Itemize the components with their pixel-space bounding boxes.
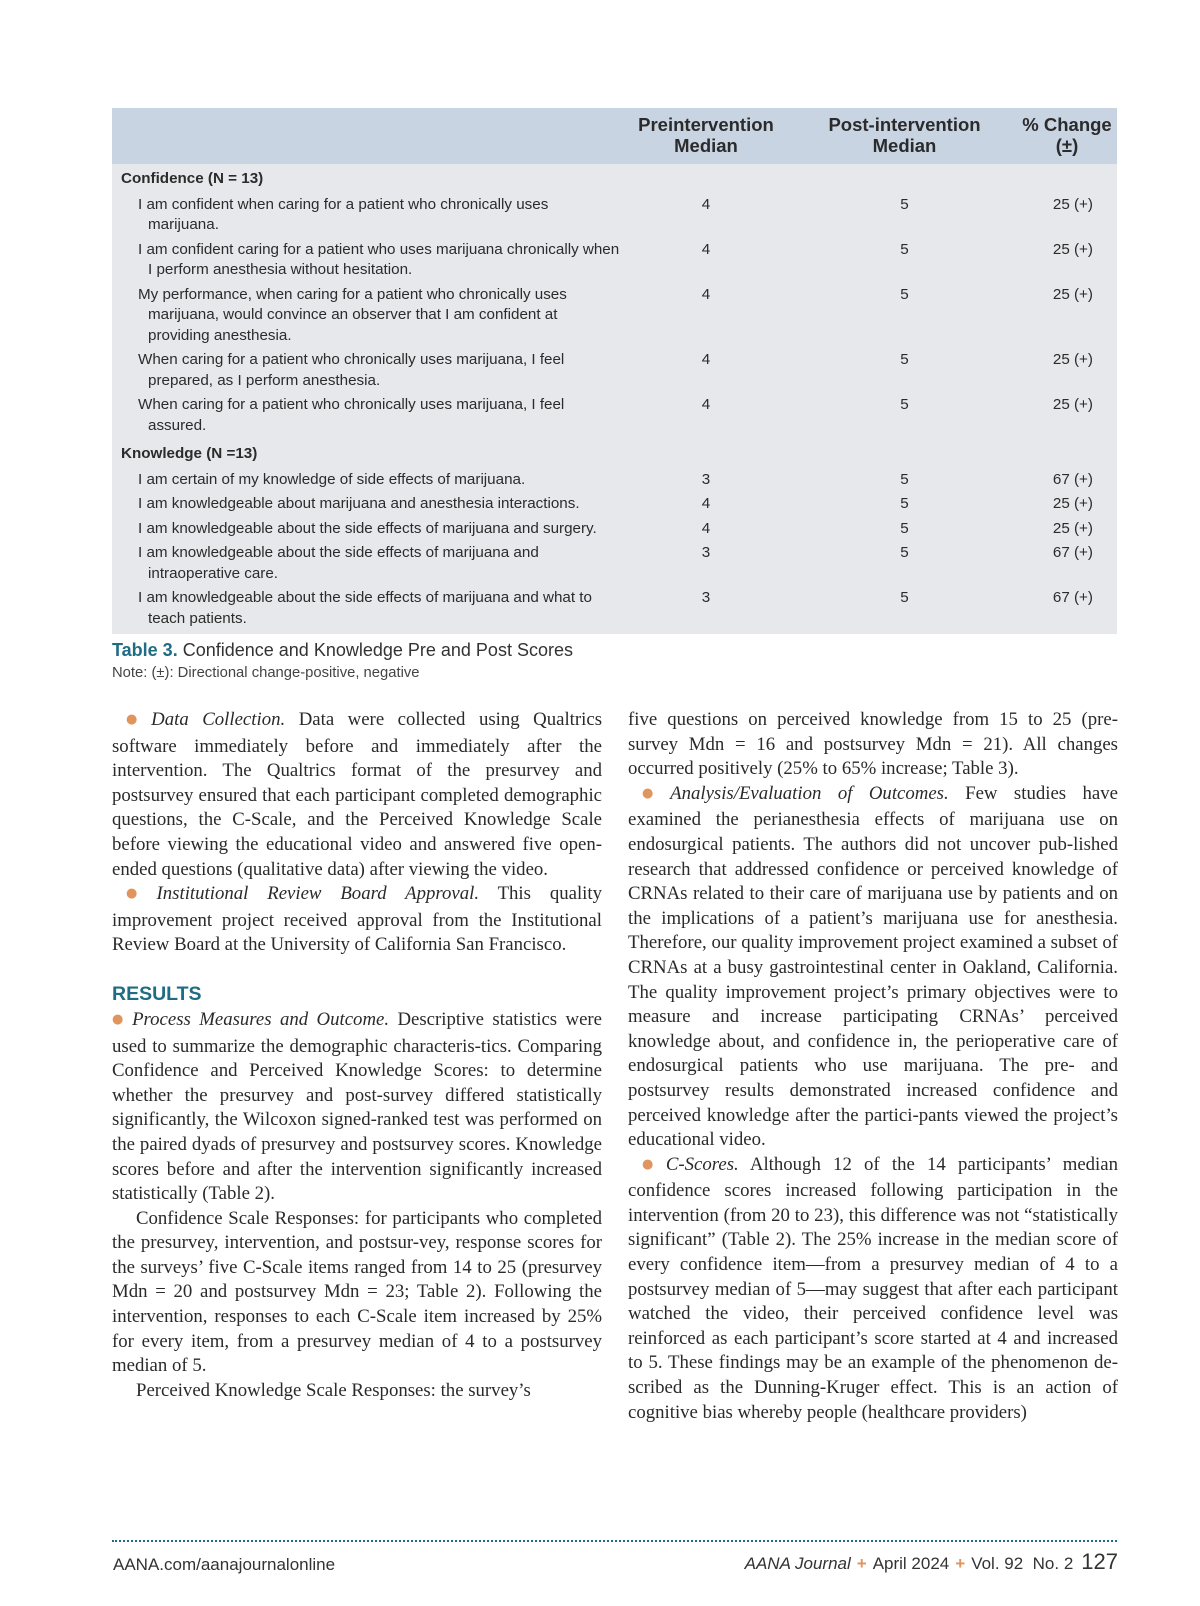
table-row (112, 393, 1117, 438)
table-row (112, 283, 1117, 349)
item-text: I am confident caring for a patient who uses marijuana chronically when I perform anesthesia without hesitation. (138, 240, 620, 278)
item-text: I am knowledgeable about the side effects of marijuana and what to teach patients. (138, 589, 592, 627)
right-column (628, 708, 1118, 1425)
paragraph-cscores (628, 1153, 1118, 1426)
post-cell: 5 (900, 396, 909, 413)
footer-citation (745, 1549, 1118, 1575)
post-cell: 5 (900, 351, 909, 368)
lead-data-collection: Data Collection. (151, 709, 286, 730)
page-number: 127 (1081, 1549, 1118, 1574)
item-text: When caring for a patient who chronically uses marijuana, I feel assured. (138, 396, 565, 434)
pre-cell: 3 (701, 589, 711, 606)
pre-cell: 3 (701, 544, 711, 561)
item-text: When caring for a patient who chronically uses marijuana, I feel prepared, as I perform anesthesia. (138, 351, 565, 389)
pre-cell: 4 (701, 351, 711, 368)
item-text: My performance, when caring for a patient who chronically uses marijuana, would convince an observer that I am confident at providing anesthesia. (138, 285, 567, 344)
change-cell: 25 (+) (1052, 396, 1093, 413)
pre-cell: 4 (701, 396, 711, 413)
header-pre-line2: Median (674, 135, 738, 156)
header-change-line2: (±) (1055, 135, 1079, 156)
bullet-icon: ● (112, 1011, 128, 1027)
item-cell (112, 348, 620, 393)
plus-icon: + (955, 1554, 966, 1573)
table-row (112, 193, 1117, 238)
change-cell: 25 (+) (1052, 495, 1093, 512)
lead-analysis: Analysis/Evaluation of Outcomes. (670, 782, 949, 804)
post-cell: 5 (900, 544, 909, 561)
post-cell: 5 (900, 195, 909, 213)
paragraph-process (112, 1008, 602, 1207)
footer-journal: AANA Journal (744, 1554, 851, 1573)
header-post-line2: Median (872, 135, 937, 156)
item-cell (112, 492, 620, 517)
item-text: I am confident when caring for a patient who chronically uses marijuana. (138, 195, 549, 233)
plus-icon: + (856, 1554, 867, 1573)
post-cell: 5 (900, 519, 909, 537)
change-cell: 25 (+) (1052, 351, 1093, 368)
paragraph-confidence: Confidence Scale Responses: for participants who completed the presurvey, intervention, and postsur-vey, response scores for the surveys’ five C-Scale items ranged from 14 to 25 (presurvey Mdn = 20 and postsurvey Mdn = 23; Table 2). Following the intervention, responses to each C-Scale item increased by 25% for every item, from a presurvey median of 4 to a postsurvey median of 5. (112, 1207, 602, 1377)
scores-table (112, 108, 1117, 634)
pre-cell: 3 (701, 470, 711, 488)
change-cell: 25 (+) (1052, 240, 1093, 258)
item-cell (112, 586, 620, 634)
post-cell: 5 (900, 589, 909, 606)
section-title: Confidence (N = 13) (121, 170, 264, 187)
table-row (112, 517, 1117, 542)
lead-process: Process Measures and Outcome. (132, 1008, 390, 1030)
post-cell: 5 (900, 240, 909, 258)
change-cell: 67 (+) (1052, 470, 1093, 488)
table-caption (112, 640, 573, 681)
item-cell (112, 193, 620, 238)
item-text: I am knowledgeable about the side effects of marijuana and intraoperative care. (138, 544, 539, 582)
text-irb: This quality improvement project received approval from the Institutional Review Board at the University of California San Francisco. (112, 883, 602, 956)
table-3 (112, 108, 1117, 634)
item-cell (112, 541, 620, 586)
lead-cscores: C-Scores. (665, 1153, 739, 1175)
caption-label: Table 3. (112, 640, 178, 660)
change-cell: 25 (+) (1052, 285, 1093, 303)
section-row-knowledge (112, 438, 1117, 468)
text-analysis: Few studies have examined the perianesthesia effects of marijuana use on endosurgical patients. The authors did not uncover pub-lished research that addressed confidence or perceived knowledge of CRNAs related to their care of marijuana use by patients and on the implications of a patient’s marijuana use for anesthesia. Therefore, our quality improvement project examined a subset of CRNAs at a busy gastrointestinal center in Oakland, California. The quality improvement project’s primary objectives were to measure and increase participating CRNAs’ perceived knowledge about, and confidence in, the perioperative care of endosurgical patients who use marijuana. The pre- and postsurvey results demonstrated increased confidence and perceived knowledge after the partici-pants viewed the project’s educational video. (628, 782, 1118, 1151)
footer-date: April 2024 (872, 1554, 950, 1573)
post-cell: 5 (900, 470, 909, 488)
header-pre-line1: Preintervention (638, 114, 774, 135)
left-column (112, 708, 602, 1403)
footer-url: AANA.com/aanajournalonline (113, 1555, 336, 1574)
caption-line (112, 640, 573, 661)
paragraph-data-collection (112, 708, 602, 882)
change-cell: 25 (+) (1052, 519, 1093, 537)
table-header-row (112, 108, 1117, 164)
header-post-line1: Post-intervention (828, 114, 981, 135)
paragraph-knowledge: Perceived Knowledge Scale Responses: the survey’s (136, 1379, 531, 1401)
bullet-icon: ● (642, 1156, 661, 1172)
post-cell: 5 (900, 495, 909, 512)
table-row (112, 492, 1117, 517)
section-row-confidence (112, 164, 1117, 193)
item-text: I am knowledgeable about marijuana and anesthesia interactions. (138, 495, 580, 512)
pre-cell: 4 (701, 285, 711, 303)
table-row (112, 348, 1117, 393)
header-item (112, 108, 620, 164)
bullet-icon: ● (126, 886, 152, 902)
lead-irb: Institutional Review Board Approval. (156, 883, 480, 905)
header-change-line1: % Change (1022, 114, 1112, 135)
section-title: Knowledge (N =13) (121, 445, 258, 462)
change-cell: 25 (+) (1052, 195, 1093, 213)
caption-note: Note: (±): Directional change-positive, negative (112, 665, 420, 681)
change-cell: 67 (+) (1052, 589, 1093, 606)
item-cell (112, 517, 620, 542)
text-cscores: Although 12 of the 14 participants’ median confidence scores increased following participation in the intervention (from 20 to 23), this difference was not “statistically significant” (Table 2). The 25% increase in the median score of every confidence item—from a presurvey median of 4 to a postsurvey median of 5—may suggest that after each participant watched the video, their perceived confidence level was reinforced as each participant’s score started at 4 and increased to 5. These findings may be an example of the phenomenon de-scribed as the Dunning-Kruger effect. This is an action of cognitive bias whereby people (healthcare providers) (628, 1153, 1118, 1423)
footer-volume: Vol. 92 No. 2 (971, 1554, 1074, 1573)
item-text: I am knowledgeable about the side effects of marijuana and surgery. (138, 519, 597, 537)
results-heading: RESULTS (112, 982, 202, 1005)
bullet-icon: ● (642, 785, 666, 801)
item-cell (112, 238, 620, 283)
item-text: I am certain of my knowledge of side effects of marijuana. (138, 470, 526, 488)
pre-cell: 4 (701, 195, 711, 213)
bullet-icon: ● (126, 712, 147, 727)
table-row (112, 586, 1117, 634)
table-row (112, 468, 1117, 493)
header-pre (620, 108, 792, 164)
paragraph-irb (112, 882, 602, 958)
paragraph-continuation: five questions on perceived knowledge from 15 to 25 (pre-survey Mdn = 16 and postsurvey Mdn = 21). All changes occurred positively (25% to 65% increase; Table 3). (628, 709, 1118, 780)
item-cell (112, 393, 620, 438)
table-row (112, 238, 1117, 283)
caption-title: Confidence and Knowledge Pre and Post Scores (182, 640, 573, 660)
header-post (792, 108, 1017, 164)
pre-cell: 4 (701, 519, 711, 537)
item-cell (112, 283, 620, 349)
item-cell (112, 468, 620, 493)
header-change (1017, 108, 1117, 164)
pre-cell: 4 (701, 240, 711, 258)
change-cell: 67 (+) (1052, 544, 1093, 561)
text-process: Descriptive statistics were used to summarize the demographic characteris-tics. Comparing Confidence and Perceived Knowledge Scores: to determine whether the presurvey and post-survey differed statistically significantly, the Wilcoxon signed-ranked test was performed on the paired dyads of presurvey and postsurvey scores. Knowledge scores before and after the intervention significantly increased statistically (Table 2). (112, 1008, 603, 1205)
post-cell: 5 (900, 285, 909, 303)
paragraph-analysis (628, 782, 1118, 1153)
text-data-collection: Data were collected using Qualtrics software immediately before and immediately after the intervention. The Qualtrics format of the presurvey and postsurvey ensured that each participant completed demographic questions, the C-Scale, and the Perceived Knowledge Scale before viewing the educational video and answered five open-ended questions (qualitative data) after viewing the video. (112, 709, 603, 880)
pre-cell: 4 (701, 495, 711, 512)
footer-divider (112, 1540, 1117, 1542)
table-row (112, 541, 1117, 586)
